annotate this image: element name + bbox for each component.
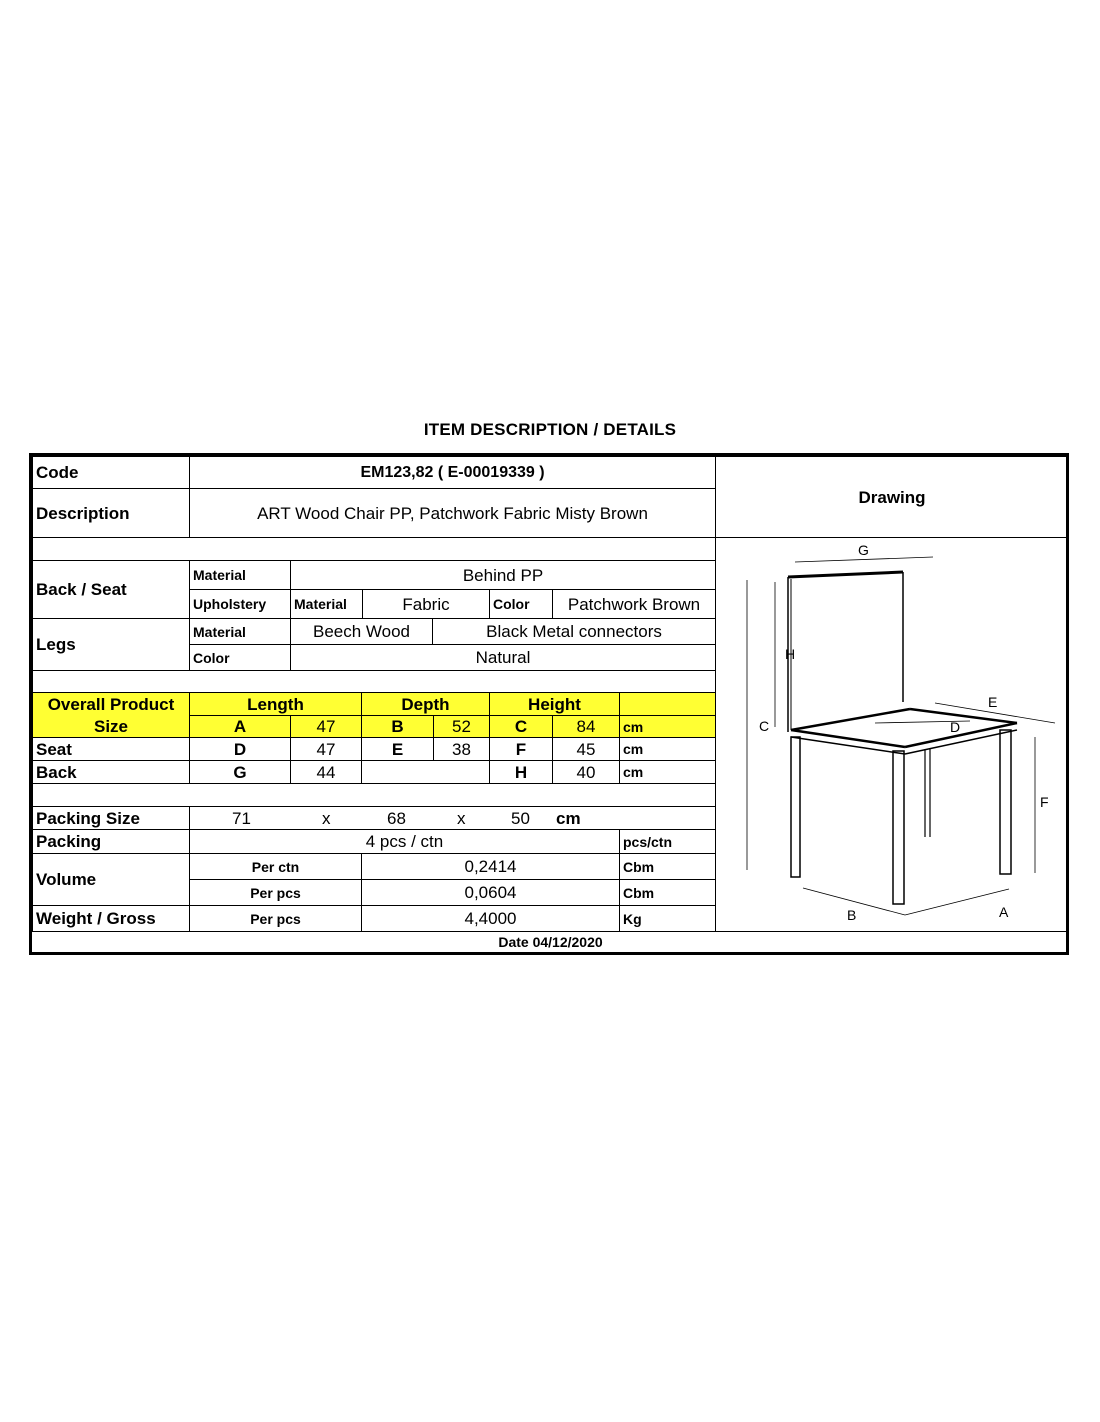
legs-material-label: Material bbox=[189, 618, 291, 645]
size-unit: cm bbox=[619, 715, 716, 738]
legs-color-value: Natural bbox=[290, 644, 716, 671]
back-seat-material-label: Material bbox=[189, 560, 291, 590]
packing-size-x2: x bbox=[457, 808, 466, 828]
back-seat-material-value: Behind PP bbox=[290, 560, 716, 590]
spacer-row bbox=[32, 783, 716, 807]
packing-size-row bbox=[189, 806, 716, 830]
dim-a-value: 47 bbox=[290, 715, 362, 738]
upholstery-label: Upholstery bbox=[189, 589, 291, 619]
dim-b-value: 52 bbox=[433, 715, 490, 738]
dim-e-value: 38 bbox=[433, 737, 490, 761]
legs-label: Legs bbox=[32, 618, 190, 671]
volume-per-pcs-value: 0,0604 bbox=[361, 879, 620, 906]
packing-value: 4 pcs / ctn bbox=[189, 829, 620, 854]
weight-label: Weight / Gross bbox=[32, 905, 190, 932]
volume-label: Volume bbox=[32, 853, 190, 906]
volume-per-ctn-label: Per ctn bbox=[189, 853, 362, 880]
spec-table bbox=[29, 453, 1069, 955]
dim-d-letter: D bbox=[189, 737, 291, 761]
drawing-label-f: F bbox=[1040, 794, 1049, 810]
packing-size-v2: 68 bbox=[387, 808, 406, 828]
upholstery-color-value: Patchwork Brown bbox=[552, 589, 716, 619]
dim-h-letter: H bbox=[489, 760, 553, 784]
overall-size-label bbox=[32, 692, 190, 738]
description-label: Description bbox=[32, 488, 190, 538]
drawing-label-d: D bbox=[950, 719, 961, 735]
back-unit: cm bbox=[619, 760, 716, 784]
depth-header: Depth bbox=[361, 692, 490, 716]
code-value: EM123,82 ( E-00019339 ) bbox=[189, 456, 716, 489]
drawing-label-h: H bbox=[785, 646, 796, 662]
packing-label: Packing bbox=[32, 829, 190, 854]
weight-per-pcs-label: Per pcs bbox=[189, 905, 362, 932]
dim-b-letter: B bbox=[361, 715, 434, 738]
dim-f-letter: F bbox=[489, 737, 553, 761]
code-label: Code bbox=[32, 456, 190, 489]
dim-c-letter: C bbox=[489, 715, 553, 738]
packing-size-v3: 50 bbox=[511, 808, 530, 828]
spacer-row bbox=[32, 537, 716, 561]
legs-material-value-2: Black Metal connectors bbox=[432, 618, 716, 645]
packing-size-v1: 71 bbox=[232, 808, 251, 828]
packing-unit: pcs/ctn bbox=[619, 829, 716, 854]
drawing-label-g: G bbox=[858, 542, 869, 558]
drawing-label-c: C bbox=[759, 718, 770, 734]
volume-per-pcs-unit: Cbm bbox=[619, 879, 716, 906]
legs-color-label: Color bbox=[189, 644, 291, 671]
volume-per-ctn-unit: Cbm bbox=[619, 853, 716, 880]
dim-f-value: 45 bbox=[552, 737, 620, 761]
drawing-label-e: E bbox=[988, 694, 998, 710]
dim-g-letter: G bbox=[189, 760, 291, 784]
dim-h-value: 40 bbox=[552, 760, 620, 784]
spacer-row bbox=[32, 670, 716, 693]
overall-size-label-line1: Overall Product bbox=[47, 694, 175, 714]
seat-unit: cm bbox=[619, 737, 716, 761]
page-title: ITEM DESCRIPTION / DETAILS bbox=[423, 420, 677, 439]
upholstery-material-value: Fabric bbox=[362, 589, 490, 619]
legs-material-value-1: Beech Wood bbox=[290, 618, 433, 645]
seat-label: Seat bbox=[32, 737, 190, 761]
drawing-label-a: A bbox=[999, 904, 1009, 920]
height-header: Height bbox=[489, 692, 620, 716]
dim-g-value: 44 bbox=[290, 760, 362, 784]
back-label: Back bbox=[32, 760, 190, 784]
volume-per-pcs-label: Per pcs bbox=[189, 879, 362, 906]
packing-size-x1: x bbox=[322, 808, 331, 828]
drawing-label-b: B bbox=[847, 907, 857, 923]
length-header: Length bbox=[189, 692, 362, 716]
dim-e-letter: E bbox=[361, 737, 434, 761]
drawing-header: Drawing bbox=[715, 456, 1069, 538]
volume-per-ctn-value: 0,2414 bbox=[361, 853, 620, 880]
packing-size-unit: cm bbox=[556, 808, 581, 828]
height-header-spacer bbox=[619, 692, 716, 716]
dim-d-value: 47 bbox=[290, 737, 362, 761]
description-value: ART Wood Chair PP, Patchwork Fabric Misty Brown bbox=[189, 488, 716, 538]
back-empty bbox=[361, 760, 490, 784]
dim-a-letter: A bbox=[189, 715, 291, 738]
back-seat-label: Back / Seat bbox=[32, 560, 190, 619]
upholstery-material-label: Material bbox=[290, 589, 363, 619]
overall-size-label-line2: Size bbox=[93, 716, 129, 736]
chair-drawing bbox=[715, 537, 1069, 932]
date-footer: Date 04/12/2020 bbox=[32, 931, 1069, 952]
dim-c-value: 84 bbox=[552, 715, 620, 738]
weight-value: 4,4000 bbox=[361, 905, 620, 932]
upholstery-color-label: Color bbox=[489, 589, 553, 619]
packing-size-label: Packing Size bbox=[32, 806, 190, 830]
weight-unit: Kg bbox=[619, 905, 716, 932]
